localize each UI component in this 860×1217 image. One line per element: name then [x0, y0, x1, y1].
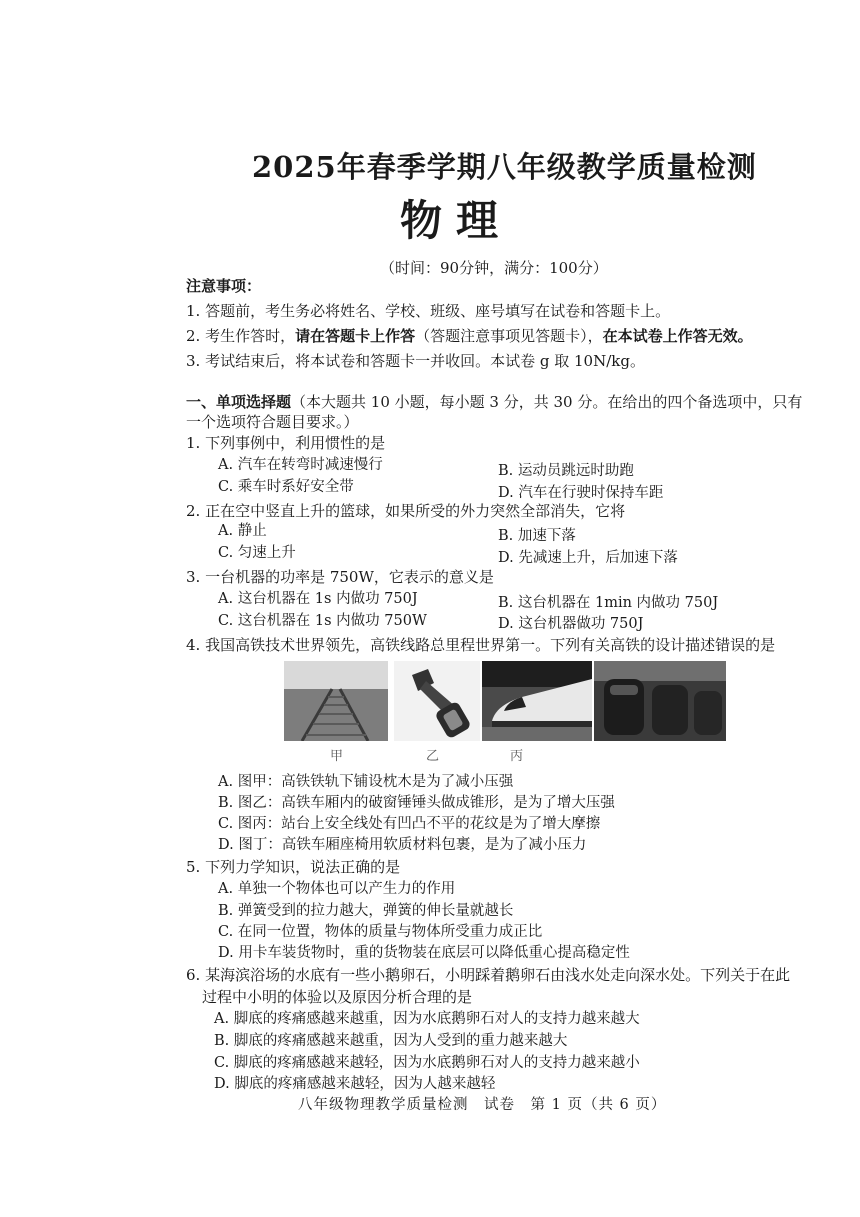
q2-option-d: D. 先减速上升，后加速下落 — [498, 550, 678, 566]
q2-option-c: C. 匀速上升 — [218, 545, 296, 561]
q5-option-d: D. 用卡车装货物时，重的货物装在底层可以降低重心提高稳定性 — [218, 945, 630, 961]
caption-jia: 甲 — [330, 749, 344, 764]
page-footer: 八年级物理教学质量检测 试卷 第 1 页（共 6 页） — [298, 1097, 667, 1113]
q3-option-b: B. 这台机器在 1min 内做功 750J — [498, 595, 719, 611]
q4-option-a: A. 图甲：高铁铁轨下铺设枕木是为了减小压强 — [218, 774, 514, 790]
photo-train-seats — [594, 661, 726, 741]
photo-high-speed-train — [482, 661, 592, 741]
q6-option-c: C. 脚底的疼痛感越来越轻，因为水底鹅卵石对人的支持力越来越小 — [214, 1055, 640, 1071]
q5-option-c: C. 在同一位置，物体的质量与物体所受重力成正比 — [218, 924, 543, 940]
q4-option-c: C. 图丙：站台上安全线处有凹凸不平的花纹是为了增大摩擦 — [218, 816, 601, 832]
section1-heading-rest: （本大题共 10 小题，每小题 3 分，共 30 分。在给出的四个备选项中，只有 — [291, 393, 803, 411]
notice-title: 注意事项： — [186, 277, 262, 295]
q4-option-b: B. 图乙：高铁车厢内的破窗锤锤头做成锥形，是为了增大压强 — [218, 795, 615, 811]
q3-option-d: D. 这台机器做功 750J — [498, 616, 644, 632]
q6-option-d: D. 脚底的疼痛感越来越轻，因为人越来越轻 — [214, 1076, 496, 1092]
subject-title: 物理 — [400, 196, 513, 245]
q1-option-b: B. 运动员跳远时助跑 — [498, 463, 634, 479]
exam-title: 2025年春季学期八年级教学质量检测 — [252, 150, 757, 184]
notice-item-3: 3. 考试结束后，将本试卷和答题卡一并收回。本试卷 g 取 10N/kg。 — [186, 352, 645, 370]
section1-heading — [186, 393, 802, 411]
photo-safety-hammer — [394, 661, 480, 741]
q1-stem: 1. 下列事例中，利用惯性的是 — [186, 434, 386, 452]
q4-option-d: D. 图丁：高铁车厢座椅用软质材料包裹，是为了减小压力 — [218, 837, 587, 853]
notice-item-2-b: 请在答题卡上作答 — [295, 327, 416, 345]
q2-option-b: B. 加速下落 — [498, 528, 576, 544]
q2-stem: 2. 正在空中竖直上升的篮球，如果所受的外力突然全部消失，它将 — [186, 502, 626, 520]
notice-item-2-a: 2. 考生作答时， — [186, 327, 296, 345]
q1-option-d: D. 汽车在行驶时保持车距 — [498, 485, 664, 501]
caption-yi: 乙 — [426, 749, 440, 764]
q4-photo-strip — [284, 661, 726, 741]
q4-stem: 4. 我国高铁技术世界领先，高铁线路总里程世界第一。下列有关高铁的设计描述错误的是 — [186, 636, 776, 654]
q3-stem: 3. 一台机器的功率是 750W，它表示的意义是 — [186, 568, 494, 586]
section1-heading-line2: 一个选项符合题目要求。） — [186, 413, 359, 431]
notice-item-1: 1. 答题前，考生务必将姓名、学校、班级、座号填写在试卷和答题卡上。 — [186, 302, 671, 320]
q1-option-c: C. 乘车时系好安全带 — [218, 479, 354, 495]
time-info: （时间：90分钟，满分：100分） — [380, 259, 608, 277]
q6-stem: 6. 某海滨浴场的水底有一些小鹅卵石，小明踩着鹅卵石由浅水处走向深水处。下列关于在此 — [186, 966, 791, 984]
q6-option-a: A. 脚底的疼痛感越来越重，因为水底鹅卵石对人的支持力越来越大 — [214, 1011, 640, 1027]
notice-item-2 — [186, 327, 753, 345]
q3-option-c: C. 这台机器在 1s 内做功 750W — [218, 613, 427, 629]
caption-bing: 丙 — [510, 749, 524, 764]
q6-option-b: B. 脚底的疼痛感越来越重，因为人受到的重力越来越大 — [214, 1033, 568, 1049]
q2-option-a: A. 静止 — [218, 523, 267, 539]
photo-railway-track — [284, 661, 388, 741]
notice-item-2-c: （答题注意事项见答题卡）， — [415, 327, 603, 345]
q5-option-b: B. 弹簧受到的拉力越大，弹簧的伸长量就越长 — [218, 903, 514, 919]
q1-option-a: A. 汽车在转弯时减速慢行 — [218, 457, 383, 473]
q3-option-a: A. 这台机器在 1s 内做功 750J — [218, 591, 418, 607]
section1-heading-bold: 一、单项选择题 — [186, 393, 292, 411]
q5-option-a: A. 单独一个物体也可以产生力的作用 — [218, 881, 456, 897]
notice-item-2-d: 在本试卷上作答无效。 — [602, 327, 753, 345]
q6-stem-line2: 过程中小明的体验以及原因分析合理的是 — [202, 988, 473, 1006]
q5-stem: 5. 下列力学知识，说法正确的是 — [186, 858, 401, 876]
